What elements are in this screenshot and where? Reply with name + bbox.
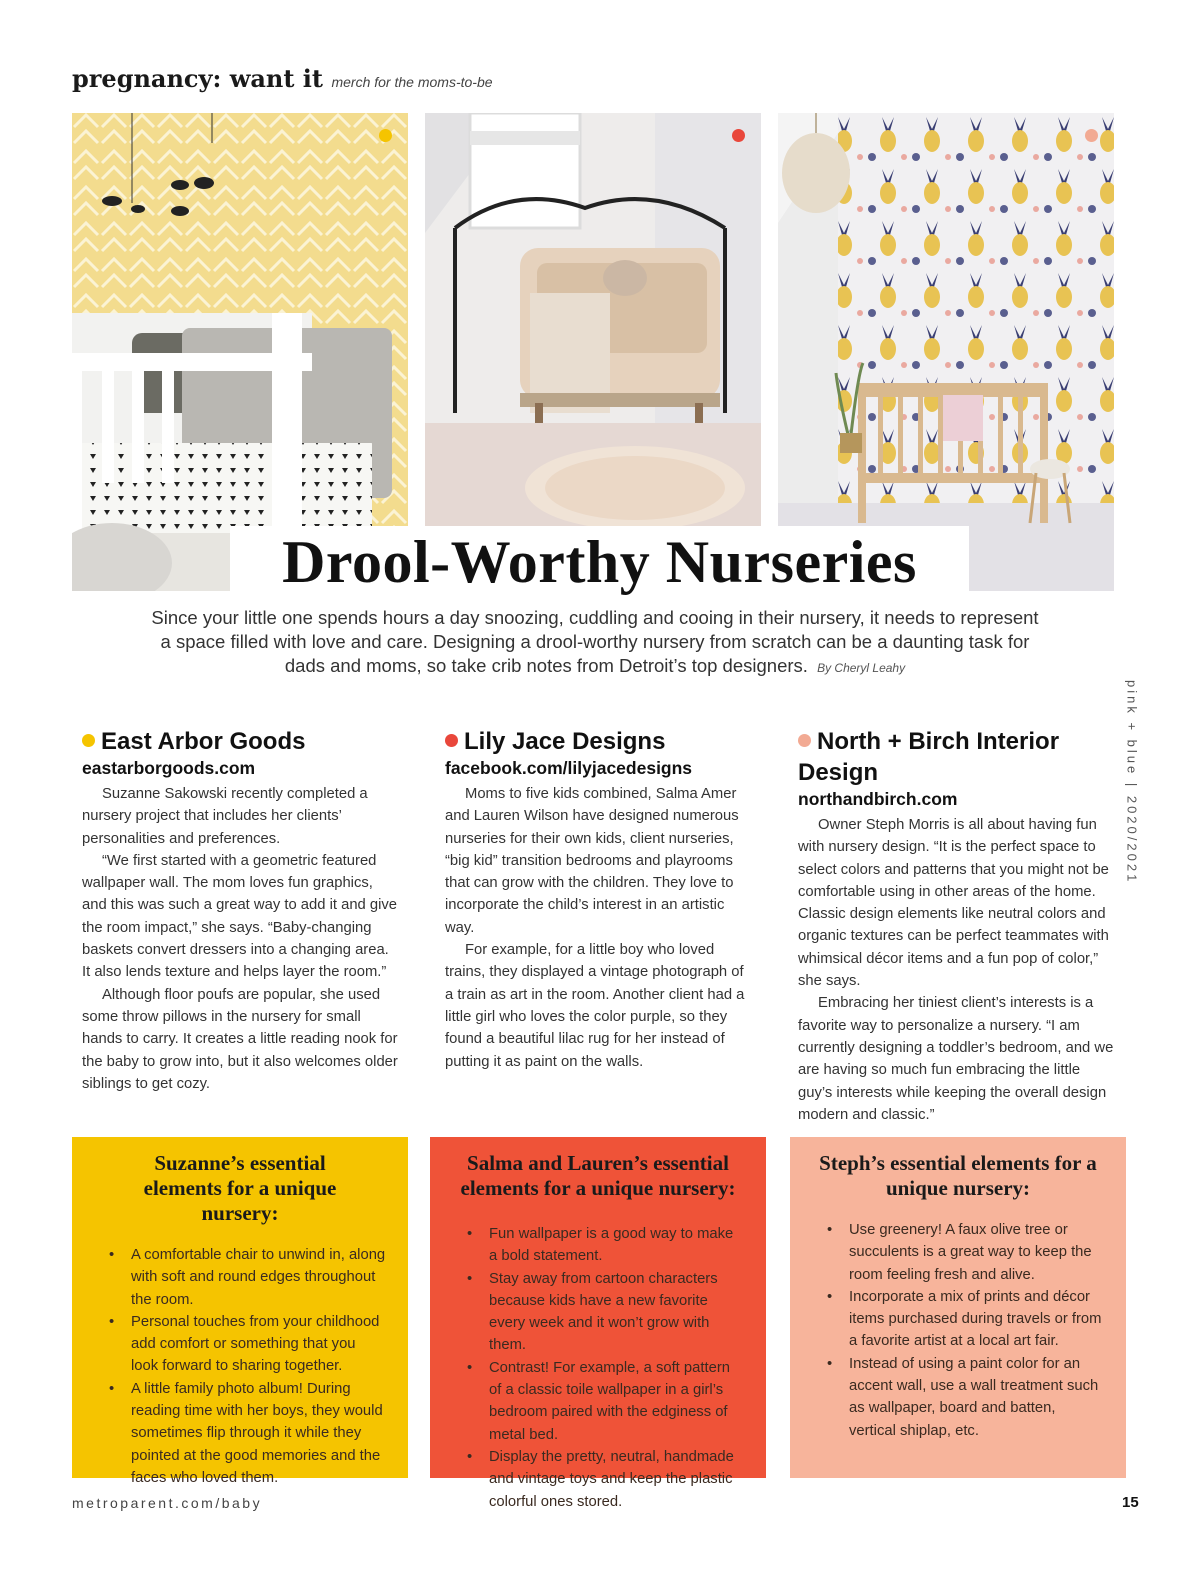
designer-name-text: North + Birch Interior Design <box>798 728 1060 786</box>
red-dot-icon <box>732 129 745 142</box>
body-paragraph: Moms to five kids combined, Salma Amer and Lauren Wilson have designed numerous nurseries for their own kids, client nurseries, “big kid” transition bedrooms and playrooms that can grow with the children. They love to incorporate the child’s interest in an artistic way. <box>445 786 739 936</box>
designer-url[interactable]: facebook.com/lilyjacedesigns <box>445 758 693 778</box>
essentials-box-title: Suzanne’s essential elements for a unique nursery: <box>143 1151 337 1225</box>
list-item: • A little family photo album! During reading time with her boys, they would sometimes flip through it while they pointed at the good memories and the faces who loved them. <box>109 1378 386 1489</box>
byline: By Cheryl Leahy <box>817 661 906 675</box>
essentials-box-salma-lauren <box>430 1137 766 1510</box>
essentials-box-title: Steph’s essential elements for a unique nursery: <box>819 1151 1097 1200</box>
body-paragraph: Embracing her tiniest client’s interests is a favorite way to personalize a nursery. “I am currently designing a toddler’s bedroom, and we are having so much fun embracing the little guy’s interests while keeping the overall design modern and classic.” <box>798 995 1114 1123</box>
list-item: • Stay away from cartoon characters because kids have a new favorite every week and it won’t grow with them. <box>467 1268 744 1357</box>
designer-column-north-birch <box>798 726 1114 1126</box>
intro-text: Since your little one spends hours a day snoozing, cuddling and cooing in their nursery, it needs to represent a space filled with love and care. Designing a drool-worthy nursery from scratch can be a daunting task for dads and moms, so take crib notes from Detroit’s top designers. <box>151 607 1039 676</box>
list-item: • Fun wallpaper is a good way to make a bold statement. <box>467 1223 744 1268</box>
designer-name-text: Lily Jace Designs <box>464 728 666 755</box>
section-subtitle: merch for the moms-to-be <box>331 74 493 90</box>
page-number: 15 <box>1122 1494 1139 1511</box>
body-paragraph: “We first started with a geometric featured wallpaper wall. The mom loves fun graphics, and this was such a great way to add it and give the room impact,” she says. “Baby-changing baskets convert dressers into a changing area. It also lends texture and helps layer the room.” <box>82 852 398 981</box>
essentials-box-suzanne <box>72 1137 408 1486</box>
essentials-box-steph <box>790 1137 1126 1478</box>
yellow-chevron-nursery-photo <box>72 113 408 591</box>
section-title: pregnancy: want it <box>72 64 324 93</box>
essentials-box-title: Salma and Lauren’s essential elements for a unique nursery: <box>460 1151 736 1200</box>
body-paragraph: Suzanne Sakowski recently completed a nursery project that includes her clients’ personalities and preferences. <box>82 786 368 847</box>
designer-name-text: East Arbor Goods <box>101 728 306 755</box>
body-paragraph: Although floor poufs are popular, she used some throw pillows in the nursery for small hands to carry. It creates a little reading nook for the baby to grow into, but it also welcomes older siblings to get cozy. <box>82 986 398 1092</box>
peach-dot-icon <box>1085 129 1098 142</box>
pineapple-wallpaper-nursery-photo <box>778 113 1114 591</box>
peach-bullet-icon <box>798 734 811 747</box>
list-item: • A comfortable chair to unwind in, along with soft and round edges throughout the room. <box>109 1244 386 1311</box>
side-label <box>1120 680 1144 920</box>
body-paragraph: For example, for a little boy who loved trains, they displayed a vintage photograph of a train as art in the room. Another client had a little girl who loves the color purple, so they found a beautiful lilac rug for her instead of putting it as paint on the walls. <box>445 942 745 1070</box>
designer-url[interactable]: eastarborgoods.com <box>82 758 256 778</box>
body-paragraph: Owner Steph Morris is all about having fun with nursery design. “It is the perfect space to select colors and patterns that you might not be comfortable using in other areas of the home. Classic design elements like neutral colors and organic textures can be perfect teammates with whimsical décor items and a fun pop of color,” she says. <box>798 817 1109 990</box>
list-item: • Incorporate a mix of prints and décor items purchased during travels or from a favorite artist at a local art fair. <box>827 1286 1104 1353</box>
list-item: • Contrast! For example, a soft pattern of a classic toile wallpaper in a girl’s bedroom paired with the edginess of metal bed. <box>467 1357 744 1446</box>
designer-name <box>798 726 1114 788</box>
yellow-bullet-icon <box>82 734 95 747</box>
article-intro <box>150 606 1040 680</box>
yellow-dot-icon <box>379 129 392 142</box>
list-item: • Use greenery! A faux olive tree or succulents is a great way to keep the room feeling fresh and alive. <box>827 1219 1104 1286</box>
designer-column-east-arbor <box>82 726 398 1095</box>
article-title: Drool-Worthy Nurseries <box>282 528 917 595</box>
designer-name <box>445 726 750 757</box>
section-header <box>72 64 493 93</box>
essentials-list <box>452 1223 744 1513</box>
red-bullet-icon <box>445 734 458 747</box>
article-title-box <box>230 526 969 598</box>
list-item: • Display the pretty, neutral, handmade and vintage toys and keep the plastic colorful ones stored. <box>467 1446 744 1513</box>
side-label-text: pink + blue | 2020/2021 <box>1124 680 1140 885</box>
list-item: • Personal touches from your childhood add comfort or something that you look forward to sharing together. <box>109 1311 386 1378</box>
list-item: • Instead of using a paint color for an accent wall, use a wall treatment such as wallpaper, board and batten, vertical shiplap, etc. <box>827 1353 1104 1442</box>
designer-name <box>82 726 398 757</box>
footer-url[interactable]: metroparent.com/baby <box>72 1495 263 1511</box>
essentials-list <box>812 1219 1104 1442</box>
designer-url[interactable]: northandbirch.com <box>798 789 958 809</box>
essentials-list <box>94 1244 386 1489</box>
designer-column-lily-jace <box>445 726 750 1073</box>
bed-and-settee-nursery-photo <box>425 113 761 526</box>
